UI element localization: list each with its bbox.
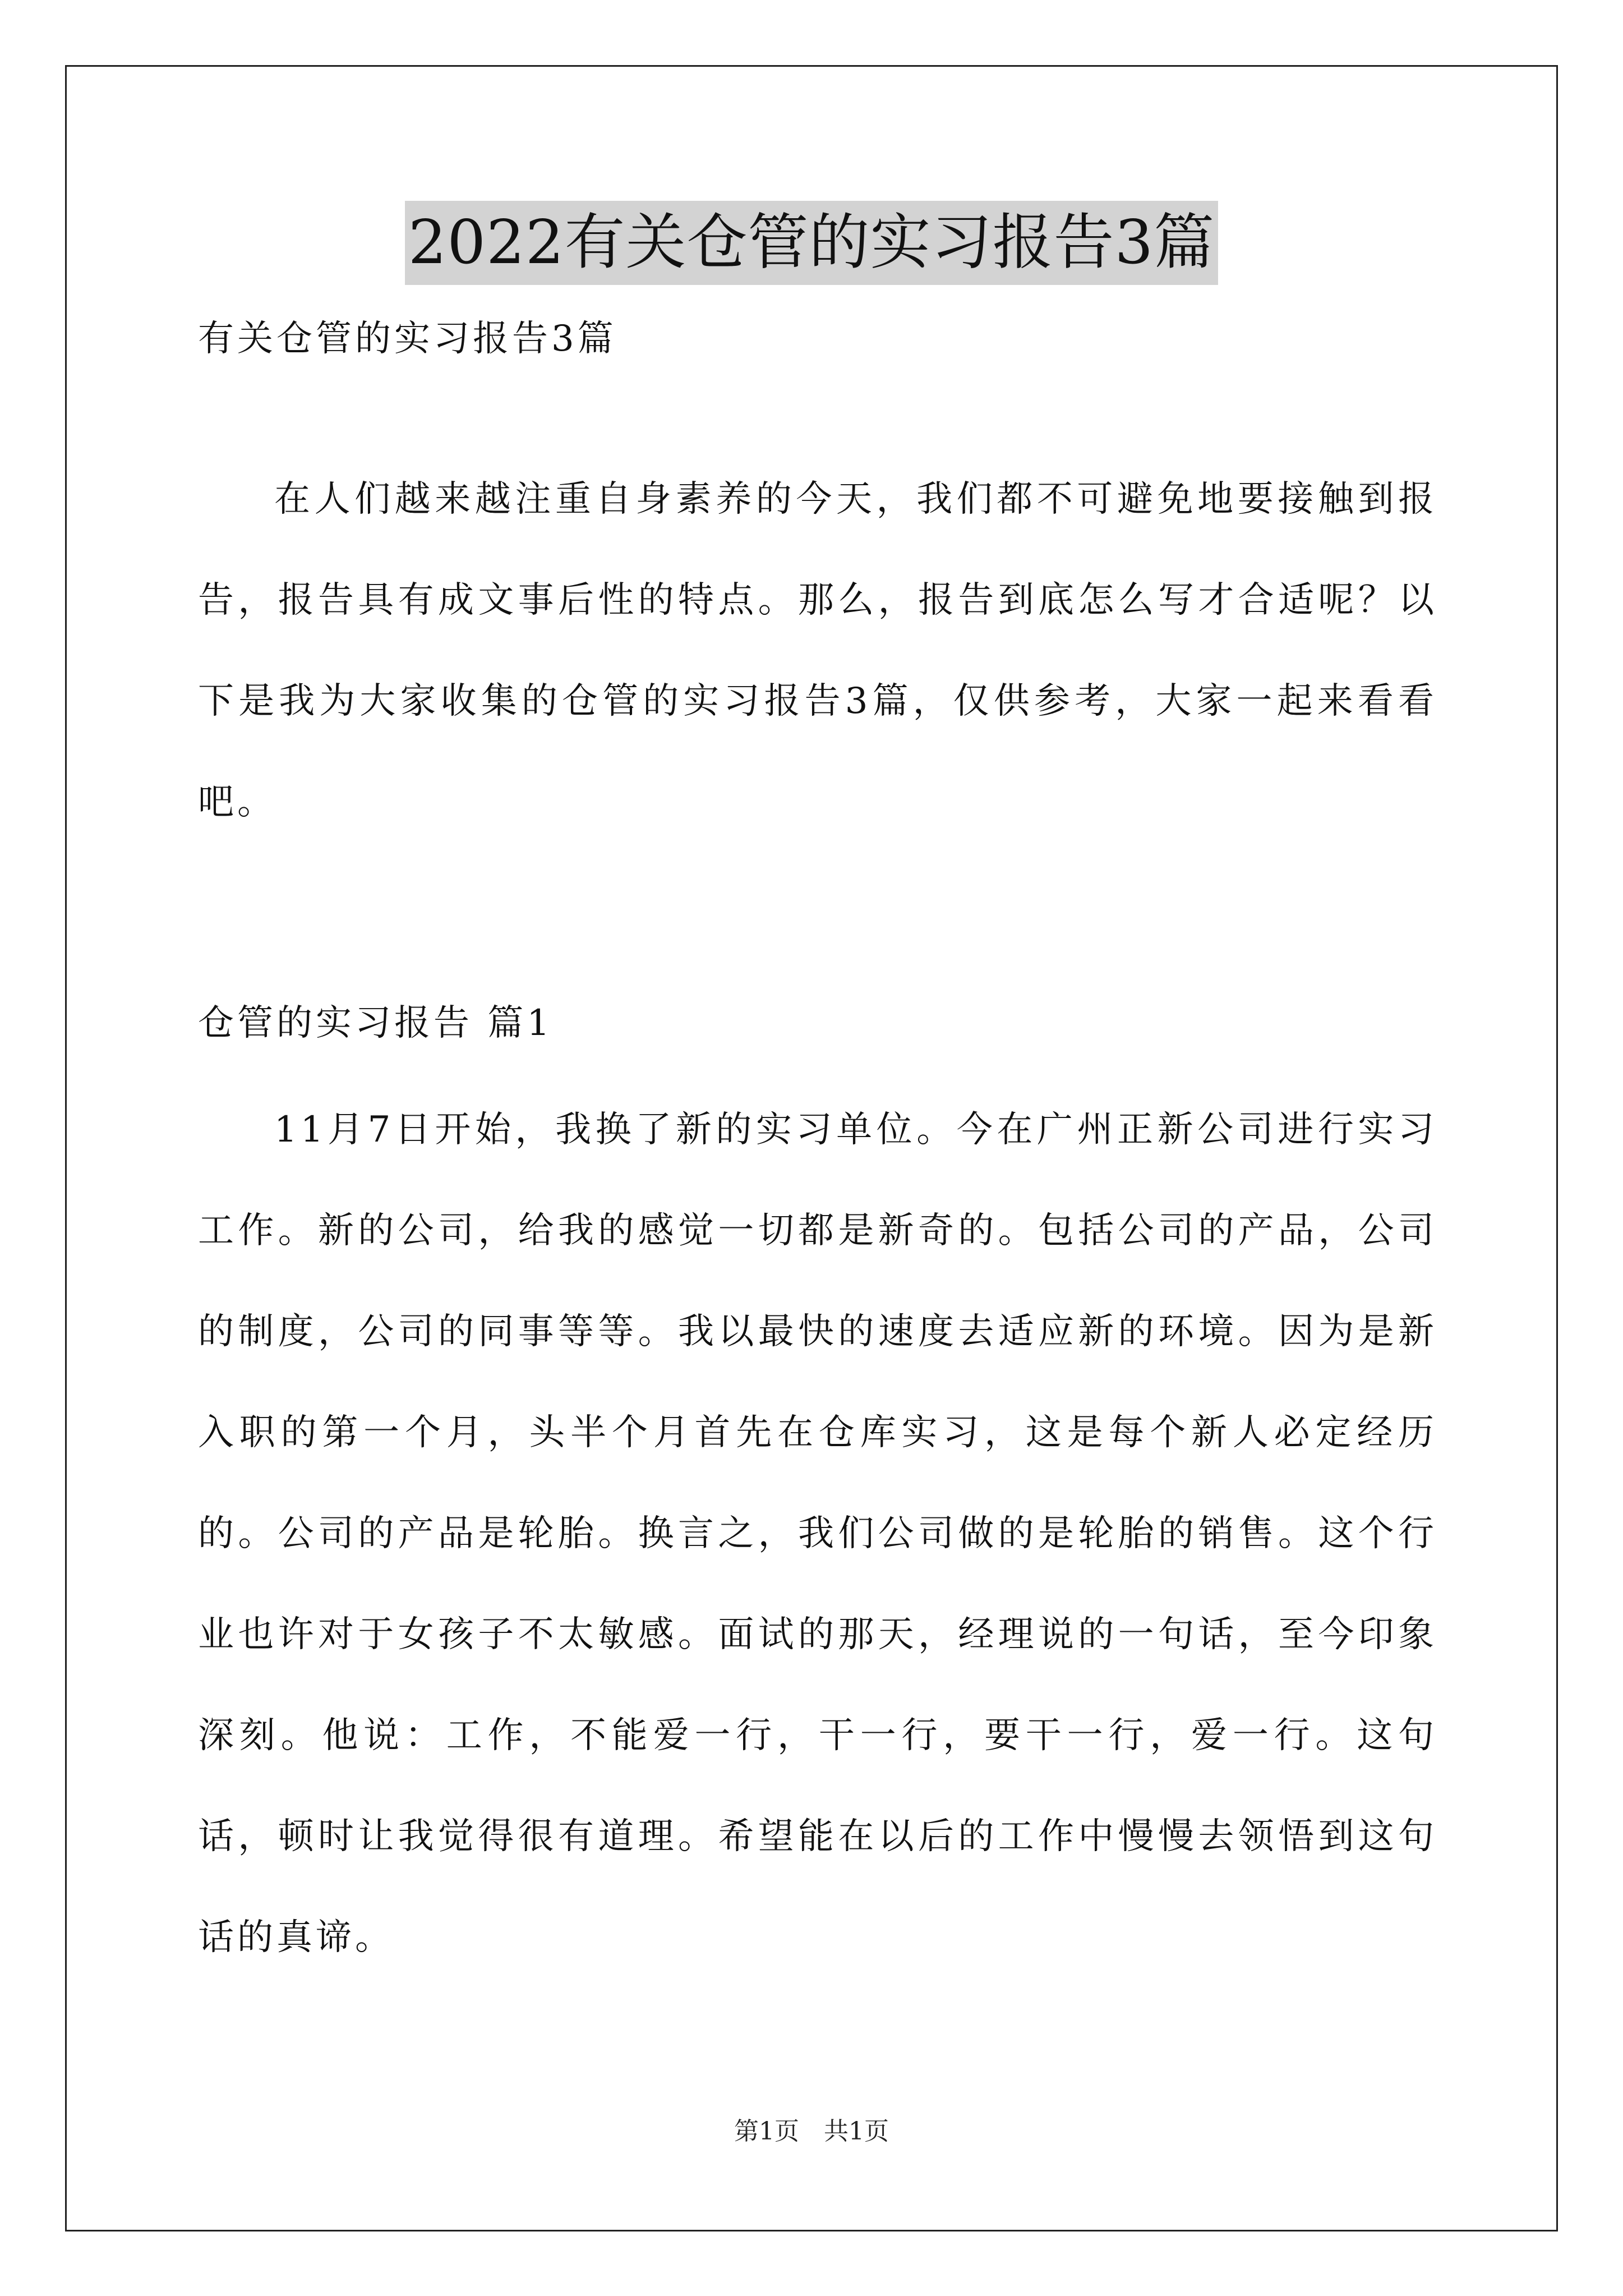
intro-paragraph: 在人们越来越注重自身素养的今天，我们都不可避免地要接触到报告，报告具有成文事后性的特点。那么，报告到底怎么写才合适呢？以下是我为大家收集的仓管的实习报告3篇，仅供参考，大家一起来看看吧。 [198,478,1437,823]
document-title: 2022有关仓管的实习报告3篇 [405,201,1219,285]
document-subtitle: 有关仓管的实习报告3篇 [198,318,617,360]
page-number-footer: 第1页 共1页 [734,2117,889,2146]
section-body-paragraph: 11月7日开始，我换了新的实习单位。今在广州正新公司进行实习工作。新的公司，给我的感觉一切都是新奇的。包括公司的产品，公司的制度，公司的同事等等。我以最快的速度去适应新的环境。因为是新入职的第一个月，头半个月首先在仓库实习，这是每个新人必定经历的。公司的产品是轮胎。换言之，我们公司做的是轮胎的销售。这个行业也许对于女孩子不太敏感。面试的那天，经理说的一句话，至今印象深刻。他说：工作，不能爱一行，干一行，要干一行，爱一行。这句话，顿时让我觉得很有道理。希望能在以后的工作中慢慢去领悟到这句话的真谛。 [198,1109,1437,1958]
title-container [0,201,1623,285]
section-heading: 仓管的实习报告 篇1 [198,1002,554,1044]
